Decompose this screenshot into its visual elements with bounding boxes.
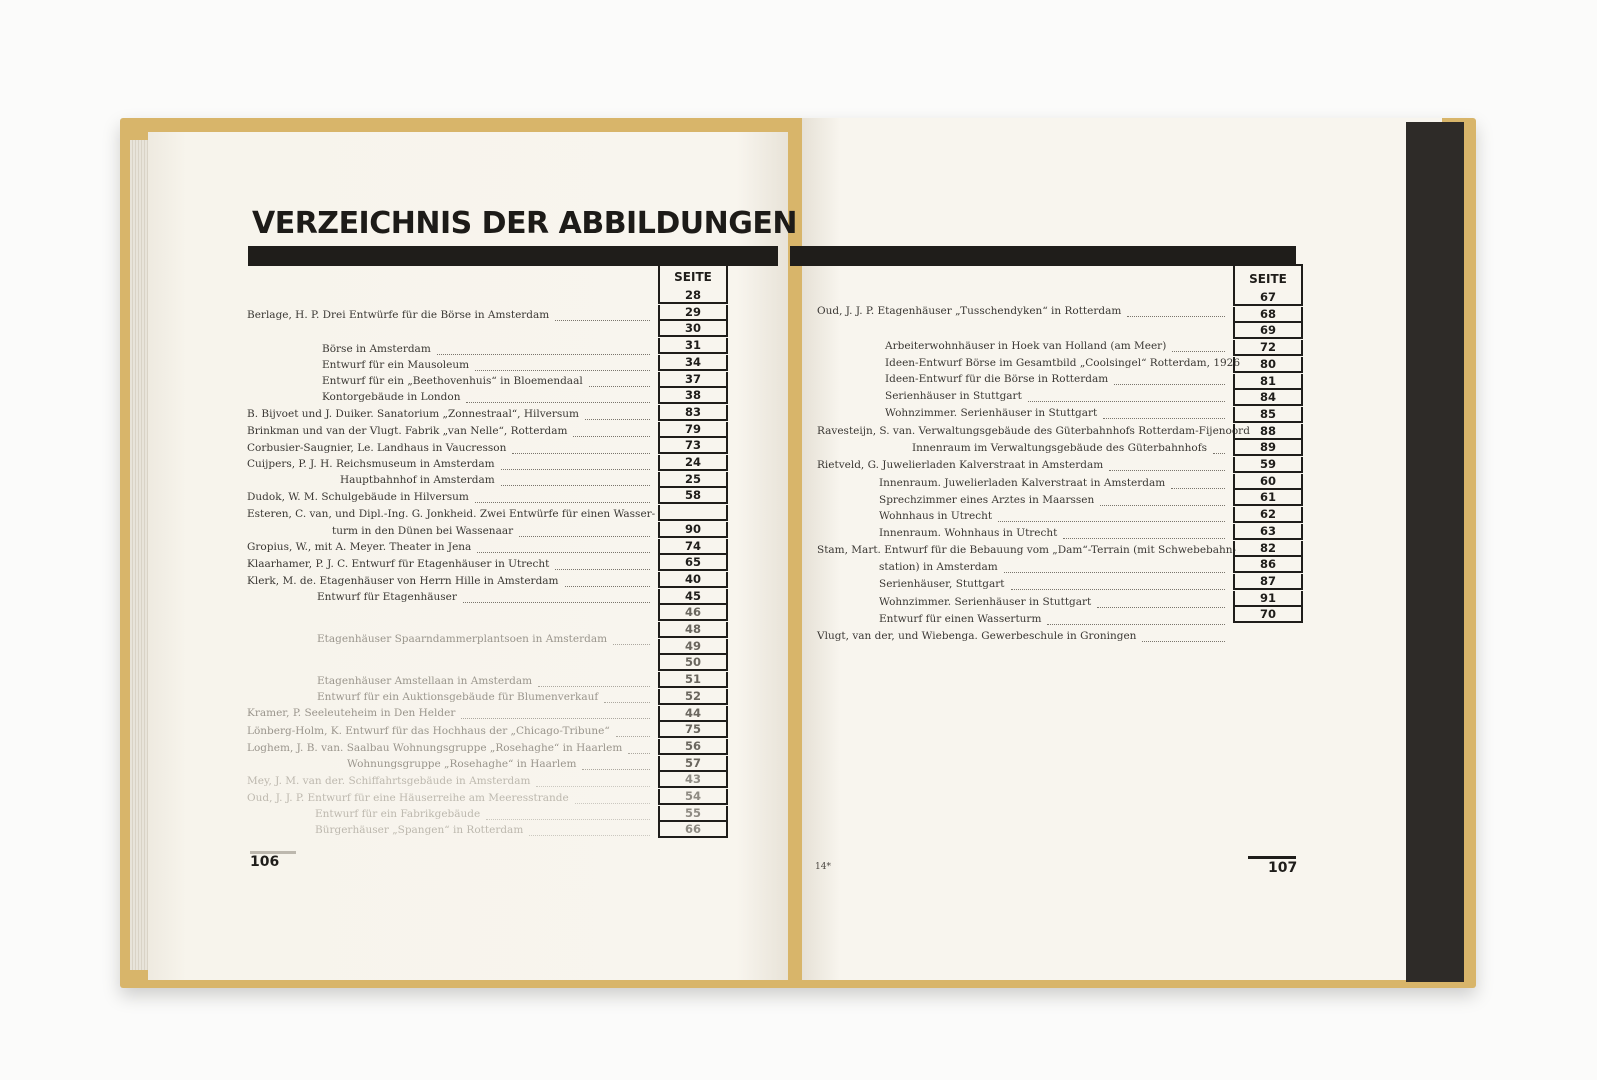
right-entry: Ideen-Entwurf für die Börse in Rotterdam (885, 373, 1109, 385)
left-entry: Loghem, J. B. van. Saalbau Wohnungsgruppe „Rosehaghe“ in Haarlem (247, 742, 623, 754)
right-leader-dots (1172, 351, 1225, 352)
right-entry: Vlugt, van der, und Wiebenga. Gewerbeschule in Groningen (817, 630, 1137, 642)
right-entry: Arbeiterwohnhäuser in Hoek van Holland (am Meer) (885, 340, 1167, 352)
left-page-number: 29 (658, 305, 728, 321)
page-edges (130, 140, 150, 970)
seite-header-right: SEITE (1233, 264, 1303, 290)
right-entry: Serienhäuser, Stuttgart (879, 578, 1005, 590)
left-entry: Corbusier-Saugnier, Le. Landhaus in Vaucresson (247, 442, 507, 454)
left-entry: Berlage, H. P. Drei Entwürfe für die Börse in Amsterdam (247, 309, 550, 321)
right-entry: Ravesteijn, S. van. Verwaltungsgebäude des Güterbahnhofs Rotterdam-Fijenoord (817, 425, 1250, 437)
right-leader-dots (1213, 453, 1225, 454)
right-page-number: 63 (1233, 524, 1303, 540)
left-page-number: 66 (658, 822, 728, 838)
right-leader-dots (1109, 470, 1225, 471)
left-entry: Mey, J. M. van der. Schiffahrtsgebäude in Amsterdam (247, 775, 531, 787)
right-entry: Innenraum. Wohnhaus in Utrecht (879, 527, 1058, 539)
left-entry: Kontorgebäude in London (322, 391, 461, 403)
left-leader-dots (475, 502, 650, 503)
left-page-number: 56 (658, 739, 728, 755)
left-entry: Kramer, P. Seeleuteheim in Den Helder (247, 707, 456, 719)
left-entry: Gropius, W., mit A. Meyer. Theater in Jena (247, 541, 472, 553)
right-page-number: 69 (1233, 323, 1303, 339)
right-entry: Serienhäuser in Stuttgart (885, 390, 1022, 402)
right-page-number: 85 (1233, 407, 1303, 423)
right-page-number: 59 (1233, 457, 1303, 473)
left-entry: Lönberg-Holm, K. Entwurf für das Hochhaus der „Chicago-Tribune“ (247, 725, 610, 737)
right-page-number: 61 (1233, 490, 1303, 506)
left-entry: Brinkman und van der Vlugt. Fabrik „van Nelle“, Rotterdam (247, 425, 568, 437)
left-leader-dots (529, 835, 650, 836)
left-page-number: 28 (658, 288, 728, 304)
left-leader-dots (613, 644, 650, 645)
right-leader-dots (1011, 589, 1225, 590)
left-page-number: 46 (658, 605, 728, 621)
right-leader-dots (1004, 572, 1225, 573)
left-page-number: 38 (658, 388, 728, 404)
right-entry: Rietveld, G. Juwelierladen Kalverstraat in Amsterdam (817, 459, 1104, 471)
left-entry: Entwurf für Etagenhäuser (317, 591, 457, 603)
left-leader-dots (573, 436, 650, 437)
left-page-number: 34 (658, 355, 728, 371)
left-entry: Klaarhamer, P. J. C. Entwurf für Etagenhäuser in Utrecht (247, 558, 550, 570)
right-entry: Wohnzimmer. Serienhäuser in Stuttgart (885, 407, 1098, 419)
left-page-number: 50 (658, 655, 728, 671)
right-page-number: 62 (1233, 507, 1303, 523)
signature-mark: 14* (815, 862, 831, 872)
right-leader-dots (1142, 641, 1225, 642)
left-leader-dots (555, 569, 650, 570)
left-page-number: 40 (658, 572, 728, 588)
left-page-number: 43 (658, 772, 728, 788)
left-leader-dots (461, 718, 650, 719)
left-entry: Entwurf für ein Mausoleum (322, 359, 470, 371)
right-leader-dots (1100, 505, 1225, 506)
left-page-number: 73 (658, 438, 728, 454)
left-page-number: 65 (658, 555, 728, 571)
right-leader-dots (1127, 316, 1225, 317)
left-page-number: 54 (658, 789, 728, 805)
left-leader-dots (486, 819, 650, 820)
right-entry: Innenraum im Verwaltungsgebäude des Güterbahnhofs (912, 442, 1208, 454)
right-entry: Ideen-Entwurf Börse im Gesamtbild „Coolsingel“ Rotterdam, 1926 (885, 357, 1241, 369)
right-entry: Wohnhaus in Utrecht (879, 510, 993, 522)
right-entry: Oud, J. J. P. Etagenhäuser „Tusschendyken“ in Rotterdam (817, 305, 1122, 317)
left-entry: Bürgerhäuser „Spangen“ in Rotterdam (315, 824, 524, 836)
seite-header-left: SEITE (658, 262, 728, 288)
page-title: VERZEICHNIS DER ABBILDUNGEN (252, 206, 797, 241)
title-bar-right (790, 246, 1296, 266)
right-page-number: 84 (1233, 390, 1303, 406)
left-leader-dots (555, 320, 650, 321)
left-page-number: 49 (658, 639, 728, 655)
right-leader-dots (1047, 624, 1225, 625)
left-page-number: 79 (658, 422, 728, 438)
right-page-number: 89 (1233, 440, 1303, 456)
left-leader-dots (628, 753, 650, 754)
left-entry: Börse in Amsterdam (322, 343, 431, 355)
left-leader-dots (501, 469, 650, 470)
left-page-number: 37 (658, 372, 728, 388)
left-entry: Cuijpers, P. J. H. Reichsmuseum in Amsterdam (247, 458, 495, 470)
right-page-number: 68 (1233, 307, 1303, 323)
right-page-number: 60 (1233, 474, 1303, 490)
left-page-number: 24 (658, 455, 728, 471)
left-leader-dots (519, 536, 650, 537)
left-leader-dots (536, 786, 650, 787)
left-page-number: 52 (658, 689, 728, 705)
right-page-number: 86 (1233, 557, 1303, 573)
right-folio: 107 (1268, 860, 1298, 876)
left-page-number: 57 (658, 756, 728, 772)
right-leader-dots (1063, 538, 1225, 539)
left-entry: Klerk, M. de. Etagenhäuser von Herrn Hille in Amsterdam (247, 575, 559, 587)
left-entry: Dudok, W. M. Schulgebäude in Hilversum (247, 491, 469, 503)
right-leader-dots (1028, 401, 1225, 402)
left-leader-dots (463, 602, 650, 603)
left-entry: Oud, J. J. P. Entwurf für eine Häuserreihe am Meeresstrande (247, 792, 569, 804)
right-page-number: 87 (1233, 574, 1303, 590)
left-entry: Esteren, C. van, und Dipl.-Ing. G. Jonkheid. Zwei Entwürfe für einen Wasser- (247, 508, 656, 520)
left-page-number: 45 (658, 589, 728, 605)
left-page-number: 55 (658, 806, 728, 822)
right-page-number: 70 (1233, 607, 1303, 623)
left-page-number: 48 (658, 622, 728, 638)
left-leader-dots (585, 419, 650, 420)
black-endpaper-strip (1406, 122, 1464, 982)
left-page-number: 58 (658, 488, 728, 504)
left-entry: Etagenhäuser Spaarndammerplantsoen in Amsterdam (317, 633, 608, 645)
left-page-number: 25 (658, 472, 728, 488)
left-leader-dots (616, 736, 650, 737)
left-entry: Entwurf für ein Auktionsgebäude für Blumenverkauf (317, 691, 599, 703)
left-leader-dots (437, 354, 650, 355)
right-leader-dots (1103, 418, 1225, 419)
right-page-number: 91 (1233, 591, 1303, 607)
left-leader-dots (475, 370, 650, 371)
right-entry: Innenraum. Juwelierladen Kalverstraat in Amsterdam (879, 477, 1166, 489)
right-page-number: 81 (1233, 374, 1303, 390)
right-leader-dots (1114, 384, 1225, 385)
left-entry: Hauptbahnhof in Amsterdam (340, 474, 495, 486)
left-page-number: 75 (658, 722, 728, 738)
left-leader-dots (512, 453, 650, 454)
right-entry: station) in Amsterdam (879, 561, 998, 573)
left-leader-dots (575, 803, 650, 804)
right-page-number: 88 (1233, 424, 1303, 440)
left-entry: Entwurf für ein Fabrikgebäude (315, 808, 481, 820)
left-entry: Wohnungsgruppe „Rosehaghe“ in Haarlem (347, 758, 577, 770)
left-leader-dots (501, 485, 650, 486)
left-leader-dots (466, 402, 650, 403)
right-folio-rule (1248, 856, 1296, 859)
left-leader-dots (604, 702, 650, 703)
right-entry: Sprechzimmer eines Arztes in Maarssen (879, 494, 1095, 506)
left-leader-dots (538, 686, 650, 687)
left-entry: B. Bijvoet und J. Duiker. Sanatorium „Zonnestraal“, Hilversum (247, 408, 579, 420)
right-leader-dots (1171, 488, 1225, 489)
left-entry: Etagenhäuser Amstellaan in Amsterdam (317, 675, 533, 687)
right-leader-dots (1097, 607, 1225, 608)
left-entry: turm in den Dünen bei Wassenaar (332, 525, 514, 537)
left-page-number: 90 (658, 522, 728, 538)
right-page-number: 82 (1233, 541, 1303, 557)
right-page-number: 80 (1233, 357, 1303, 373)
left-page-number (658, 505, 728, 521)
right-entry: Wohnzimmer. Serienhäuser in Stuttgart (879, 596, 1092, 608)
left-page-number: 31 (658, 338, 728, 354)
left-page-number: 51 (658, 672, 728, 688)
right-entry: Stam, Mart. Entwurf für die Bebauung vom „Dam“-Terrain (mit Schwebebahn- (817, 544, 1237, 556)
right-page-number: 67 (1233, 290, 1303, 306)
left-page-number: 83 (658, 405, 728, 421)
right-entry: Entwurf für einen Wasserturm (879, 613, 1042, 625)
left-page-number: 44 (658, 706, 728, 722)
left-leader-dots (589, 386, 650, 387)
right-page-number: 72 (1233, 340, 1303, 356)
left-leader-dots (582, 769, 650, 770)
left-leader-dots (477, 552, 650, 553)
left-leader-dots (565, 586, 650, 587)
left-folio: 106 (250, 854, 280, 870)
right-leader-dots (998, 521, 1225, 522)
left-entry: Entwurf für ein „Beethovenhuis“ in Bloemendaal (322, 375, 583, 387)
left-page-number: 30 (658, 321, 728, 337)
left-page-number: 74 (658, 539, 728, 555)
